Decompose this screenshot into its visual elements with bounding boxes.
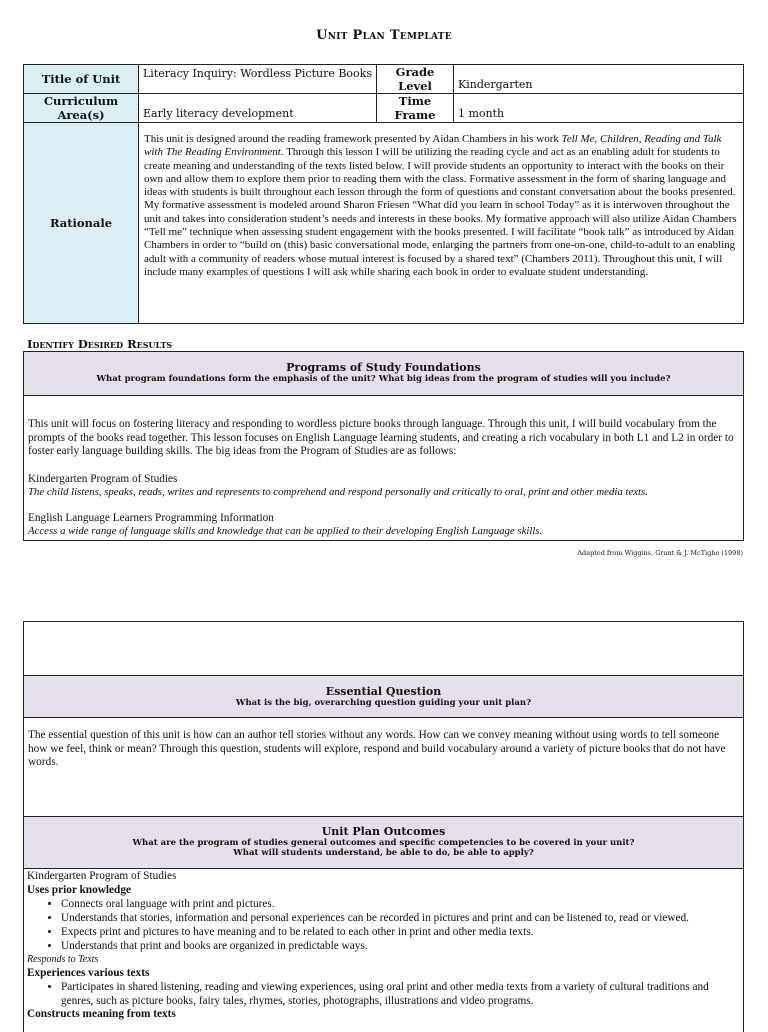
experiences-various-texts-list — [27, 980, 743, 1008]
curriculum-area-label: Curriculum Area(s) — [24, 94, 139, 123]
experiences-various-texts-heading: Experiences various texts — [27, 966, 150, 979]
desired-results-heading: Identify Desired Results — [27, 337, 173, 351]
list-item: • Connects oral language with print and pictures. — [61, 897, 743, 911]
grade-level-label: Grade Level — [377, 65, 454, 94]
lower-section — [23, 621, 744, 1032]
k-program-label: Kindergarten Program of Studies — [28, 473, 178, 485]
list-item: • Participates in shared listening, reading and viewing experiences, using oral print and other media texts from a variety of cultural traditions and genres, such as picture books, fairy tales, rhymes, stories, photographs, illustrations and video programs. — [61, 980, 743, 1008]
program-foundations-header — [24, 352, 743, 396]
grade-level-value: Kindergarten — [454, 65, 744, 94]
essential-question-body — [24, 718, 743, 817]
rationale-text: This unit is designed around the reading framework presented by Aidan Chambers in his work Tell Me, Children, Reading and Talk with The Reading Environment. Through this lesson I will be utilizing the reading cycle and act as an enabling adult for students to create meaning and understanding of the texts listed below. I will provide students an opportunity to interact with the books on their own and allow them to explore them prior to reading them with the class. Formative assessment in the form of sharing language and ideas with students is built throughout each lesson through the form of questions and constant conversation about the books presented. My formative assessment is modeled around Sharon Friesen “What did you learn in school Today” as it is interwoven throughout the unit and takes into consideration student’s needs and interests in these books. My formative approach will also utilize Aidan Chambers “Tell me” technique when assessing student engagement with the books presented. I will facilitate “book talk” as introduced by Aidan Chambers in order to “build on (this) basic conversational mode, enlarging the partners from one-on-one, child-to-adult to an enabling adult with a community of readers whose mutual interest is focused by a shared text” (Chambers 2011). Throughout this unit, I will include many examples of questions I will ask while sharing each book in order to evaluate student understanding. — [139, 123, 744, 324]
program-foundations-title: Programs of Study Foundations — [286, 361, 481, 374]
title-of-unit-value: Literacy Inquiry: Wordless Picture Books — [139, 65, 377, 94]
program-foundations-intro: This unit will focus on fostering literacy and responding to wordless picture books through language. Through this unit, I will build vocabulary from the prompts of the books read together. This lesson focuses on English Language learning students, and creating a rich vocabulary in both L1 and L2 in order to foster early language building skills. The big ideas from the Program of Studies are as follows: — [28, 418, 734, 458]
outcomes-program-label: Kindergarten Program of Studies — [27, 870, 177, 882]
uses-prior-knowledge-list — [27, 897, 743, 953]
responds-to-texts-label: Responds to Texts — [27, 954, 99, 966]
source-credit: Adapted from Wiggins, Grant & J. McTighe (1998) — [577, 549, 743, 557]
unit-info-table — [23, 64, 744, 324]
program-foundations-section — [23, 351, 744, 541]
essential-question-header — [24, 676, 743, 718]
outcomes-body — [24, 869, 743, 1022]
outcomes-title: Unit Plan Outcomes — [321, 825, 446, 838]
ell-text: Access a wide range of language skills and knowledge that can be applied to their developing English Language skills. — [28, 525, 543, 537]
program-foundations-subtitle: What program foundations form the emphasis of the unit? What big ideas from the program of studies will you include? — [96, 374, 671, 384]
title-of-unit-label: Title of Unit — [24, 65, 139, 94]
k-program-text: The child listens, speaks, reads, writes and represents to comprehend and respond personally and critically to oral, print and other media texts. — [28, 486, 648, 498]
rationale-label: Rationale — [24, 123, 139, 324]
essential-question-text: The essential question of this unit is how can an author tell stories without any words. How can we convey meaning without using words to tell someone how we feel, think or mean? Through this question, students will explore, respond and build vocabulary around a variety of picture books that do not have words. — [28, 729, 726, 769]
list-item: • Understands that stories, information and personal experiences can be recorded in pictures and print and can be listened to, read or viewed. — [61, 911, 743, 925]
essential-question-subtitle: What is the big, overarching question guiding your unit plan? — [235, 698, 532, 708]
essential-question-title: Essential Question — [325, 685, 442, 698]
time-frame-value: 1 month — [454, 94, 744, 123]
outcomes-header — [24, 817, 743, 869]
outcomes-subtitle-1: What are the program of studies general outcomes and specific competencies to be covered in your unit? — [132, 838, 635, 848]
ell-label: English Language Learners Programming Information — [28, 512, 274, 524]
document-title: Unit Plan Template — [316, 28, 452, 43]
time-frame-label: Time Frame — [377, 94, 454, 123]
rationale-book-title: Tell Me, Children, Reading and Talk with The Reading Environment — [144, 133, 722, 159]
outcomes-subtitle-2: What will students understand, be able to do, be able to apply? — [233, 848, 534, 858]
curriculum-area-value: Early literacy development — [139, 94, 377, 123]
uses-prior-knowledge-heading: Uses prior knowledge — [27, 883, 131, 896]
constructs-meaning-heading: Constructs meaning from texts — [27, 1008, 176, 1021]
empty-row — [24, 622, 743, 676]
list-item: • Expects print and pictures to have meaning and to be related to each other in print and other media texts. — [61, 925, 743, 939]
list-item: • Understands that print and books are organized in predictable ways. — [61, 939, 743, 953]
